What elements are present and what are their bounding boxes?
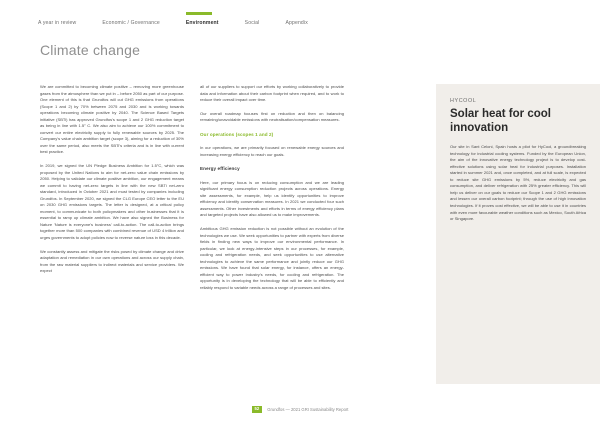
page-number: 52 [252,406,263,413]
footer-text: Grundfos — 2021 GRI Sustainability Report [267,406,349,412]
text-column-1 [40,84,184,392]
paragraph: In 2019, we signed the UN Pledge Business Ambition for 1.5°C, which was proposed by the United Nations to aim for net-zero value chain emissions by 2050. Helping to validate our climate positive ambition, our engagement means we commit to having net-zero targets in line with the new SBTi net-zero standard, introduced in October 2021 and must tested by companies including Grundfos. In September 2020, we signed the CLG Europe CEO letter to the EU on 2030 GHG emissions targets. The letter is designed, at a critical policy moment, to communicate to both policymakers and other businesses that it is essential to ramp up climate ambition. We have also signed the Business for Nature 'Nature is everyone's business' call-to-action. The call-to-action brings together more than 500 companies with combined revenue of USD 4 trillion and urges governments to adopt policies now to reverse nature loss in this decade. [40,163,184,241]
case-study-card [436,84,600,384]
paragraph: In our operations, we are primarily focused on renewable energy sources and increasing energy efficiency to reach our goals. [200,145,344,157]
page-footer [0,406,600,413]
page-title: Climate change [40,42,141,58]
text-column-2 [200,84,344,392]
nav-item-economic-governance[interactable]: Economic / Governance [102,20,160,26]
section-heading-our-operations: Our operations (scopes 1 and 2) [200,131,274,137]
nav-item-a-year-in-review[interactable]: A year in review [38,20,77,26]
nav-item-social[interactable]: Social [244,20,260,26]
section-heading-energy-efficiency: Energy efficiency [200,166,240,172]
card-body [450,144,586,223]
paragraph: Our site in Sant Celoni, Spain hosts a pilot for HyCool, a groundbreaking technology for industrial cooling systems. Funded by the European Union, the aim of the innovative energy technology project is to develop cost-effective solutions using solar heat for industrial purposes. Installation started in summer 2021 and, once completed, and at full scale, is expected to reduce site GHG emissions by 5%, reduce electricity and gas consumption, and deliver refrigeration with 25% greater efficiency. This will help us deliver on our goals to reduce our Scope 1 and 2 GHG emissions and lessen our overall carbon footprint; through the use of high innovation technologies. If it proves cost effective, we will be able to use it in countries with even more favourable weather conditions such as Mexico, South Africa or Singapore. [450,144,586,222]
paragraph: Here, our primary focus is on reducing consumption and we are leading significant energy consumption reduction projects across operations. Energy site assessments, for example, help us identify opportunities to improve efficiency and identify conservation measures. In 2021 we conducted four such assessments. Other investments and efforts in terms of energy efficiency plans and targeted projects have also allowed us to make improvements. [200,179,344,218]
nav-item-appendix[interactable]: Appendix [285,20,308,26]
card-eyebrow: HYCOOL [450,98,477,104]
paragraph: We constantly assess and mitigate the risks posed by climate change and drive adaptation and remediation in our own operations and across our supply chain, from the raw material suppliers to indirect materials and service providers. We expect [40,248,184,274]
paragraph: Our overall roadmap focuses first on reduction and then on balancing remaining/unavoidable emissions with neutralisation/compensation measures. [200,110,344,123]
card-title: Solar heat for cool innovation [450,108,551,135]
nav-item-environment[interactable]: Environment [186,20,219,32]
top-navigation [0,0,600,32]
paragraph: all of our suppliers to support our efforts by working collaboratively to provide data and information about their carbon footprint when required, and to work to reduce their overall impact over time. [200,84,344,103]
nav-item-list [38,20,562,32]
paragraph: Ambitious GHG emission reduction is not possible without an evolution of the technologies we use. We seek opportunities to partner with experts from diverse fields in finding new ways to improve our environmental performance. In particular, we look at energy-intensive steps in our processes, for example, cooling and refrigeration needs, and seek opportunities to use alternative technologies to achieve the same performance and jointly reduce our GHG emissions. We have found that solar energy, for instance, offers an energy-efficient way to power industry's needs, for cooling and refrigeration. The opportunity is in developing the technology that will be able to efficiently and reliably respond to variable needs across a range of processes and sites. [200,225,344,290]
paragraph: We are committed to becoming climate positive – removing more greenhouse gases from the atmosphere than we put in – before 2050 as part of our purpose. One element of this is that Grundfos will cut GHG emissions from operations (Scope 1 and 2) by 70% between 2075 and 2030 and is working towards operations becoming climate positive by 2040. The Science Based Targets initiative (SBTi) has approved Grundfos's scope 1 and 2 GHG reduction target as being in line with 1.5° C. We also aim to achieve our 100% commitment to convert our entire electricity supply to fully renewable sources by 2025. The Company's value chain ambition target (scope 3), aiming for a reduction of 30% over the same period, also meets the SBTi's criteria and is in line with current best practice. [40,84,184,155]
